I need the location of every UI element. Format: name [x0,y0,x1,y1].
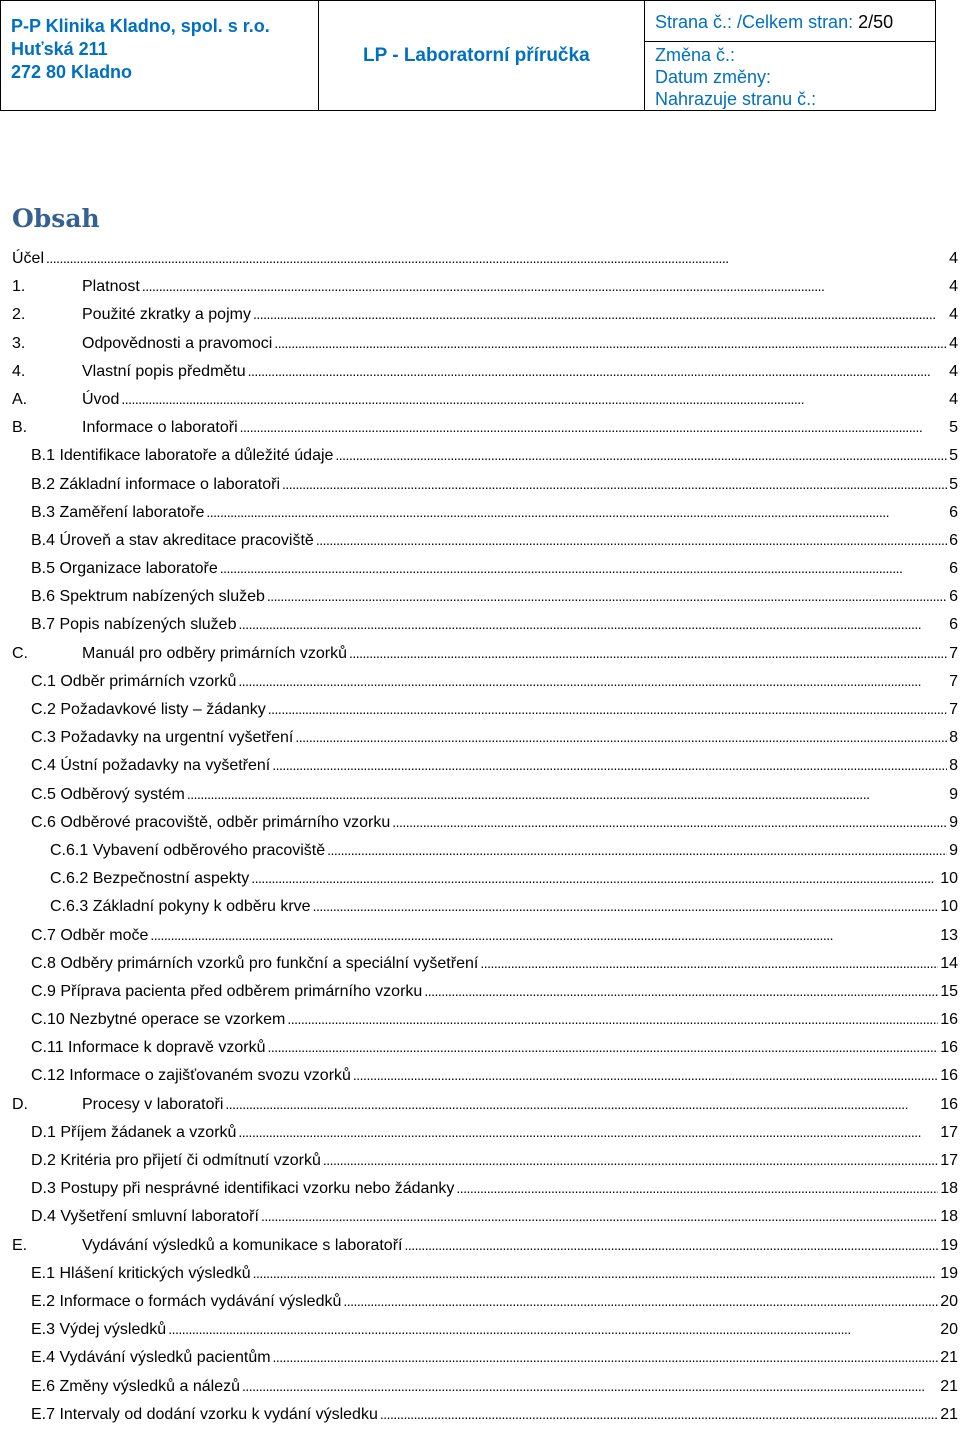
toc-entry-number: 1. [12,278,26,296]
document-header [0,0,936,111]
toc-entry[interactable] [12,1061,958,1089]
toc-entry[interactable] [12,1259,958,1287]
toc-entry-label: E.3 Výdej výsledků [31,1321,167,1339]
toc-entry-page: 19 [940,1236,958,1254]
toc-dot-leader [274,329,947,358]
toc-entry-page: 7 [949,672,958,690]
toc-entry[interactable] [12,498,958,526]
toc-entry-label: E.7 Intervaly od dodání vzorku k vydání výsledku [31,1405,378,1423]
toc-entry[interactable] [12,808,958,836]
toc-dot-leader [380,1400,938,1429]
toc-entry-page: 21 [940,1377,958,1395]
toc-entry-page: 9 [949,841,958,859]
toc-entry-label: D.4 Vyšetření smluvní laboratoří [31,1208,259,1226]
toc-entry-page: 9 [949,785,958,803]
toc-dot-leader [316,526,947,555]
toc-entry-page: 20 [940,1321,958,1339]
toc-entry-page: 6 [949,560,958,578]
toc-entry-label: Odpovědnosti a pravomoci [82,334,273,352]
toc-entry-page: 19 [940,1264,958,1282]
toc-entry[interactable] [12,554,958,582]
toc-entry-label: E.6 Změny výsledků a nálezů [31,1377,240,1395]
toc-entry[interactable] [12,1174,958,1202]
toc-entry-page: 4 [949,334,958,352]
change-date: Datum změny: [655,67,772,87]
toc-entry-label: C.4 Ústní požadavky na vyšetření [31,757,271,775]
toc-entry[interactable] [12,357,958,385]
toc-dot-leader [150,921,938,950]
toc-entry-label: B.1 Identifikace laboratoře a důležité údaje [31,447,334,465]
toc-dot-leader [392,808,947,837]
toc-entry-label: C.1 Odběr primárních vzorků [31,672,237,690]
toc-entry-page: 8 [949,729,958,747]
toc-entry[interactable] [12,977,958,1005]
toc-entry[interactable] [12,695,958,723]
toc-entry-label: Informace o laboratoři [82,419,238,437]
toc-entry-label: D.1 Příjem žádanek a vzorků [31,1123,237,1141]
toc-entry[interactable] [12,470,958,498]
toc-entry-label: Vydávání výsledků a komunikace s laboratoří [82,1236,403,1254]
toc-entry-label: B.7 Popis nabízených služeb [31,616,237,634]
toc-entry-label: C.6.1 Vybavení odběrového pracoviště [50,841,326,859]
toc-dot-leader [268,695,947,724]
toc-entry-label: C.5 Odběrový systém [31,785,185,803]
toc-entry-label: B.3 Zaměření laboratoře [31,503,205,521]
page-value: 2/50 [858,12,894,32]
company-city: 272 80 Kladno [11,62,133,82]
toc-entry[interactable] [12,1287,958,1315]
page-total-label: /Celkem stran: [737,12,859,32]
replaces-page: Nahrazuje stranu č.: [655,89,817,109]
toc-dot-leader [272,751,947,780]
toc-entry-page: 20 [940,1292,958,1310]
toc-entry[interactable] [12,1315,958,1343]
toc-dot-leader [349,639,947,668]
toc-entry-label: C.6.2 Bezpečnostní aspekty [50,870,250,888]
toc-entry[interactable] [12,272,958,300]
toc-entry-page: 8 [949,757,958,775]
toc-entry-label: C.6.3 Základní pokyny k odběru krve [50,898,311,916]
toc-entry[interactable] [12,1372,958,1400]
toc-entry[interactable] [12,582,958,610]
toc-dot-leader [335,441,947,470]
toc-entry-page: 21 [940,1349,958,1367]
toc-dot-leader [206,498,947,527]
toc-entry[interactable] [12,949,958,977]
toc-entry[interactable] [12,639,958,667]
toc-dot-leader [187,780,947,809]
toc-entry[interactable] [12,751,958,779]
toc-entry-page: 18 [940,1208,958,1226]
toc-entry-page: 6 [949,503,958,521]
toc-entry-label: C.6 Odběrové pracoviště, odběr primárního vzorku [31,813,391,831]
toc-entry[interactable] [12,385,958,413]
toc-entry[interactable] [12,610,958,638]
page-info [645,1,935,42]
toc-entry-number: 4. [12,362,26,380]
toc-entry-page: 10 [940,898,958,916]
company-street: Huťská 211 [11,39,108,59]
toc-dot-leader [295,723,947,752]
toc-dot-leader [323,1146,938,1175]
toc-dot-leader [220,554,947,583]
toc-entry-page: 4 [949,306,958,324]
toc-dot-leader [168,1315,938,1344]
toc-entry-label: D.3 Postupy při nesprávné identifikaci vzorku nebo žádanky [31,1180,455,1198]
toc-dot-leader [480,949,938,978]
toc-entry[interactable] [12,836,958,864]
toc-entry-label: Účel [12,250,45,267]
toc-entry-page: 16 [940,1011,958,1029]
toc-dot-leader [142,272,947,301]
toc-dot-leader [240,413,947,442]
page-label: Strana č.: [655,12,738,32]
toc-entry-number: 2. [12,306,26,324]
toc-entry-page: 16 [940,1067,958,1085]
toc-dot-leader [261,1202,938,1231]
toc-dot-leader [267,582,947,611]
toc-entry-number: D. [12,1095,28,1113]
toc-entry-number: E. [12,1236,28,1254]
toc-dot-leader [287,1005,938,1034]
toc-dot-leader [238,610,947,639]
toc-entry[interactable] [12,441,958,469]
toc-entry-label: E.4 Vydávání výsledků pacientům [31,1349,271,1367]
toc-entry[interactable] [12,864,958,892]
toc-dot-leader [46,244,947,273]
toc-title: Obsah [12,204,100,233]
toc-dot-leader [253,1259,939,1288]
toc-entry-label: C.12 Informace o zajišťovaném svozu vzorků [31,1067,351,1085]
toc-entry[interactable] [12,667,958,695]
toc-dot-leader [353,1061,938,1090]
toc-entry-page: 9 [949,813,958,831]
toc-entry[interactable] [12,329,958,357]
toc-dot-leader [225,1090,938,1119]
toc-entry-number: A. [12,390,28,408]
toc-dot-leader [267,1033,938,1062]
toc-entry[interactable] [12,1231,958,1259]
toc-entry-page: 6 [949,616,958,634]
toc-entry-label: E.1 Hlášení kritických výsledků [31,1264,251,1282]
toc-dot-leader [238,667,947,696]
toc-entry-page: 14 [940,954,958,972]
toc-entry-page: 7 [949,701,958,718]
toc-entry[interactable] [12,1400,958,1428]
toc-dot-leader [248,357,947,386]
toc-entry[interactable] [12,526,958,554]
toc-entry[interactable] [12,1202,958,1230]
toc-dot-leader [242,1372,938,1401]
toc-dot-leader [343,1287,938,1316]
toc-entry-page: 7 [949,644,958,662]
toc-entry-page: 5 [949,419,958,437]
toc-entry-label: Manuál pro odběry primárních vzorků [82,644,348,662]
toc-entry-label: Procesy v laboratoři [82,1095,224,1113]
toc-entry-page: 5 [949,475,958,493]
toc-entry-label: B.5 Organizace laboratoře [31,560,218,578]
toc-entry-page: 4 [949,250,958,267]
toc-entry-label: E.2 Informace o formách vydávání výsledků [31,1292,342,1310]
toc-dot-leader [253,300,947,329]
toc-entry-label: C.3 Požadavky na urgentní vyšetření [31,729,294,747]
toc-entry[interactable] [12,723,958,751]
toc-entry[interactable] [12,1118,958,1146]
toc-dot-leader [121,385,947,414]
toc-dot-leader [327,836,947,865]
toc-dot-leader [424,977,938,1006]
toc-entry-page: 16 [940,1095,958,1113]
toc-entry-page: 17 [940,1152,958,1169]
document-title: LP - Laboratorní příručka [363,44,590,66]
toc-entry[interactable] [12,413,958,441]
company-name: P-P Klinika Kladno, spol. s r.o. [11,16,270,36]
toc-entry-page: 4 [949,362,958,380]
document-meta-cell [645,1,935,110]
toc-entry[interactable] [12,921,958,949]
toc-entry-label: Použité zkratky a pojmy [82,306,251,324]
toc-entry-page: 18 [940,1180,958,1198]
toc-dot-leader [282,470,947,499]
toc-entry-number: B. [12,419,28,437]
toc-dot-leader [251,864,938,893]
toc-entry-number: 3. [12,334,26,352]
toc-entry-label: Úvod [82,390,120,408]
table-of-contents [12,244,958,1428]
toc-entry[interactable] [12,892,958,920]
toc-dot-leader [313,892,939,921]
toc-entry-page: 6 [949,531,958,549]
toc-entry-label: B.4 Úroveň a stav akreditace pracoviště [31,531,314,549]
toc-entry[interactable] [12,1005,958,1033]
document-title-cell [319,1,645,110]
toc-entry-page: 4 [949,278,958,296]
toc-entry-label: B.6 Spektrum nabízených služeb [31,588,265,606]
toc-entry[interactable] [12,1343,958,1371]
toc-entry-label: C.2 Požadavkové listy – žádanky [31,701,266,718]
toc-entry[interactable] [12,780,958,808]
toc-entry-label: Vlastní popis předmětu [82,362,246,380]
toc-entry-label: C.10 Nezbytné operace se vzorkem [31,1011,286,1029]
toc-dot-leader [238,1118,938,1147]
toc-dot-leader [456,1174,938,1203]
toc-entry-page: 6 [949,588,958,606]
toc-entry-page: 13 [940,926,958,944]
toc-entry-page: 21 [940,1405,958,1423]
toc-entry[interactable] [12,1033,958,1061]
toc-entry-page: 10 [940,870,958,888]
company-block [1,1,319,110]
toc-entry[interactable] [12,1146,958,1174]
toc-entry-label: B.2 Základní informace o laboratoři [31,475,281,493]
toc-entry-label: D.2 Kritéria pro přijetí či odmítnutí vzorků [31,1152,321,1169]
toc-entry-page: 17 [940,1123,958,1141]
toc-entry[interactable] [12,244,958,272]
toc-entry-label: C.11 Informace k dopravě vzorků [31,1039,266,1057]
toc-entry-label: Platnost [82,278,140,296]
toc-entry-label: C.9 Příprava pacienta před odběrem primárního vzorku [31,982,423,1000]
toc-entry-label: C.8 Odběry primárních vzorků pro funkční a speciální vyšetření [31,954,479,972]
toc-entry-page: 15 [940,982,958,1000]
toc-entry-page: 4 [949,390,958,408]
toc-entry-label: C.7 Odběr moče [31,926,149,944]
toc-dot-leader [404,1231,938,1260]
toc-entry[interactable] [12,1090,958,1118]
toc-entry-page: 16 [940,1039,958,1057]
toc-entry[interactable] [12,300,958,328]
change-number: Změna č.: [655,45,736,65]
toc-entry-page: 5 [949,447,958,465]
toc-dot-leader [273,1343,939,1372]
toc-entry-number: C. [12,644,28,662]
